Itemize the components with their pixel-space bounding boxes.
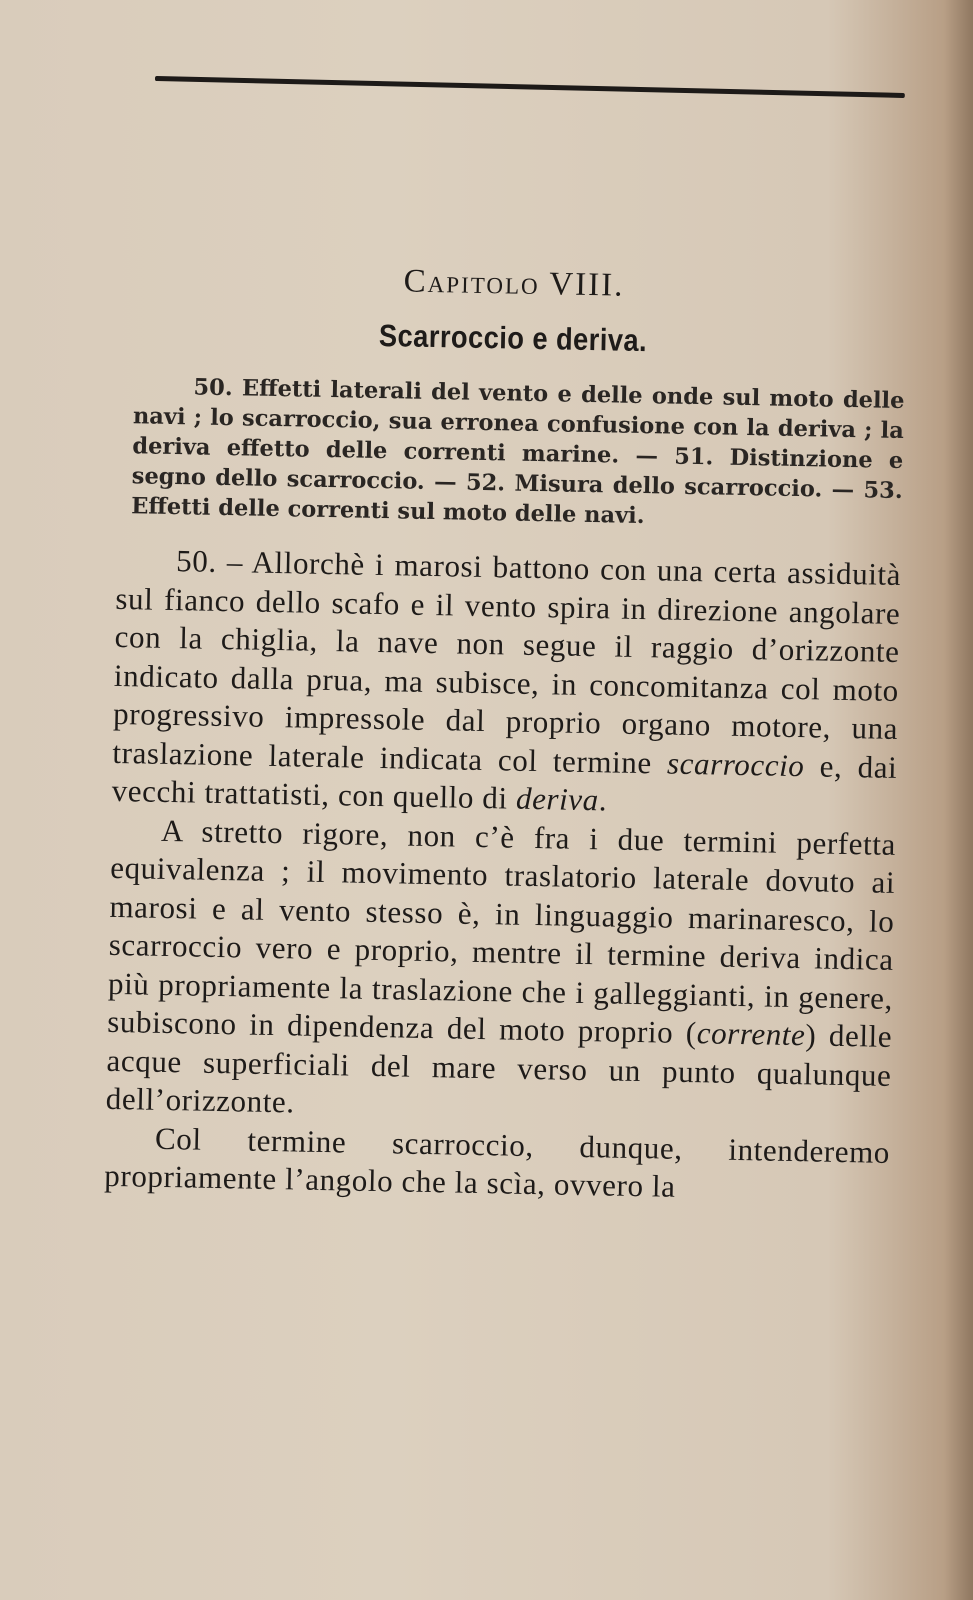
header-rule [155, 76, 905, 98]
italic-term: corrente [696, 1015, 806, 1053]
paragraph-3: Col termine scarroccio, dunque, intenderemo propriamente l’angolo che la scìa, ovvero la [104, 1120, 891, 1204]
paragraph-text: ) delle acque superficiali del mare verso un punto qualunque dell’orizzonte. [105, 1017, 893, 1120]
paragraph-text: 50. – Allorchè i marosi battono con una certa assiduità sul fianco dello scafo e il vento spira in direzione angolare con la chiglia, la nave non segue il raggio d’orizzonte indicato dalla prua, ma subisce, in concomitanza col moto progressivo impressole dal proprio organo motore, una traslazione laterale indicata col termine [112, 543, 902, 781]
chapter-label: Capitolo [403, 263, 541, 303]
italic-term: scarroccio [666, 745, 805, 783]
page-content [104, 258, 907, 1210]
chapter-heading [121, 258, 907, 310]
italic-term: deriva [515, 780, 600, 818]
chapter-summary: 50. Effetti laterali del vento e delle onde sul moto delle navi ; lo scarroccio, sua erronea confusione con la deriva ; la deriva effetto delle correnti marine. — 51. Distinzione e segno dello scarroccio. — 52. Misura dello scarroccio. — 53. Effetti delle correnti sul moto delle navi. [130, 374, 905, 530]
paragraph-text: A stretto rigore, non c’è fra i due termini perfetta equivalenza ; il movimento traslatorio laterale dovuto ai marosi e al vento stesso è, in linguaggio marinaresco, lo scarroccio vero e proprio, mentre il termine deriva indica più propriamente la traslazione che i galleggianti, in genere, subiscono in dipendenza del moto proprio ( [107, 812, 897, 1051]
paragraph-2 [105, 810, 896, 1133]
chapter-number: VIII. [549, 266, 625, 304]
paragraph-text: . [598, 782, 608, 818]
paragraph-50 [111, 541, 901, 826]
chapter-title: Scarroccio e deriva. [378, 317, 648, 359]
paragraph-text: e, dai vecchi trattatisti, con quello di [111, 747, 898, 816]
